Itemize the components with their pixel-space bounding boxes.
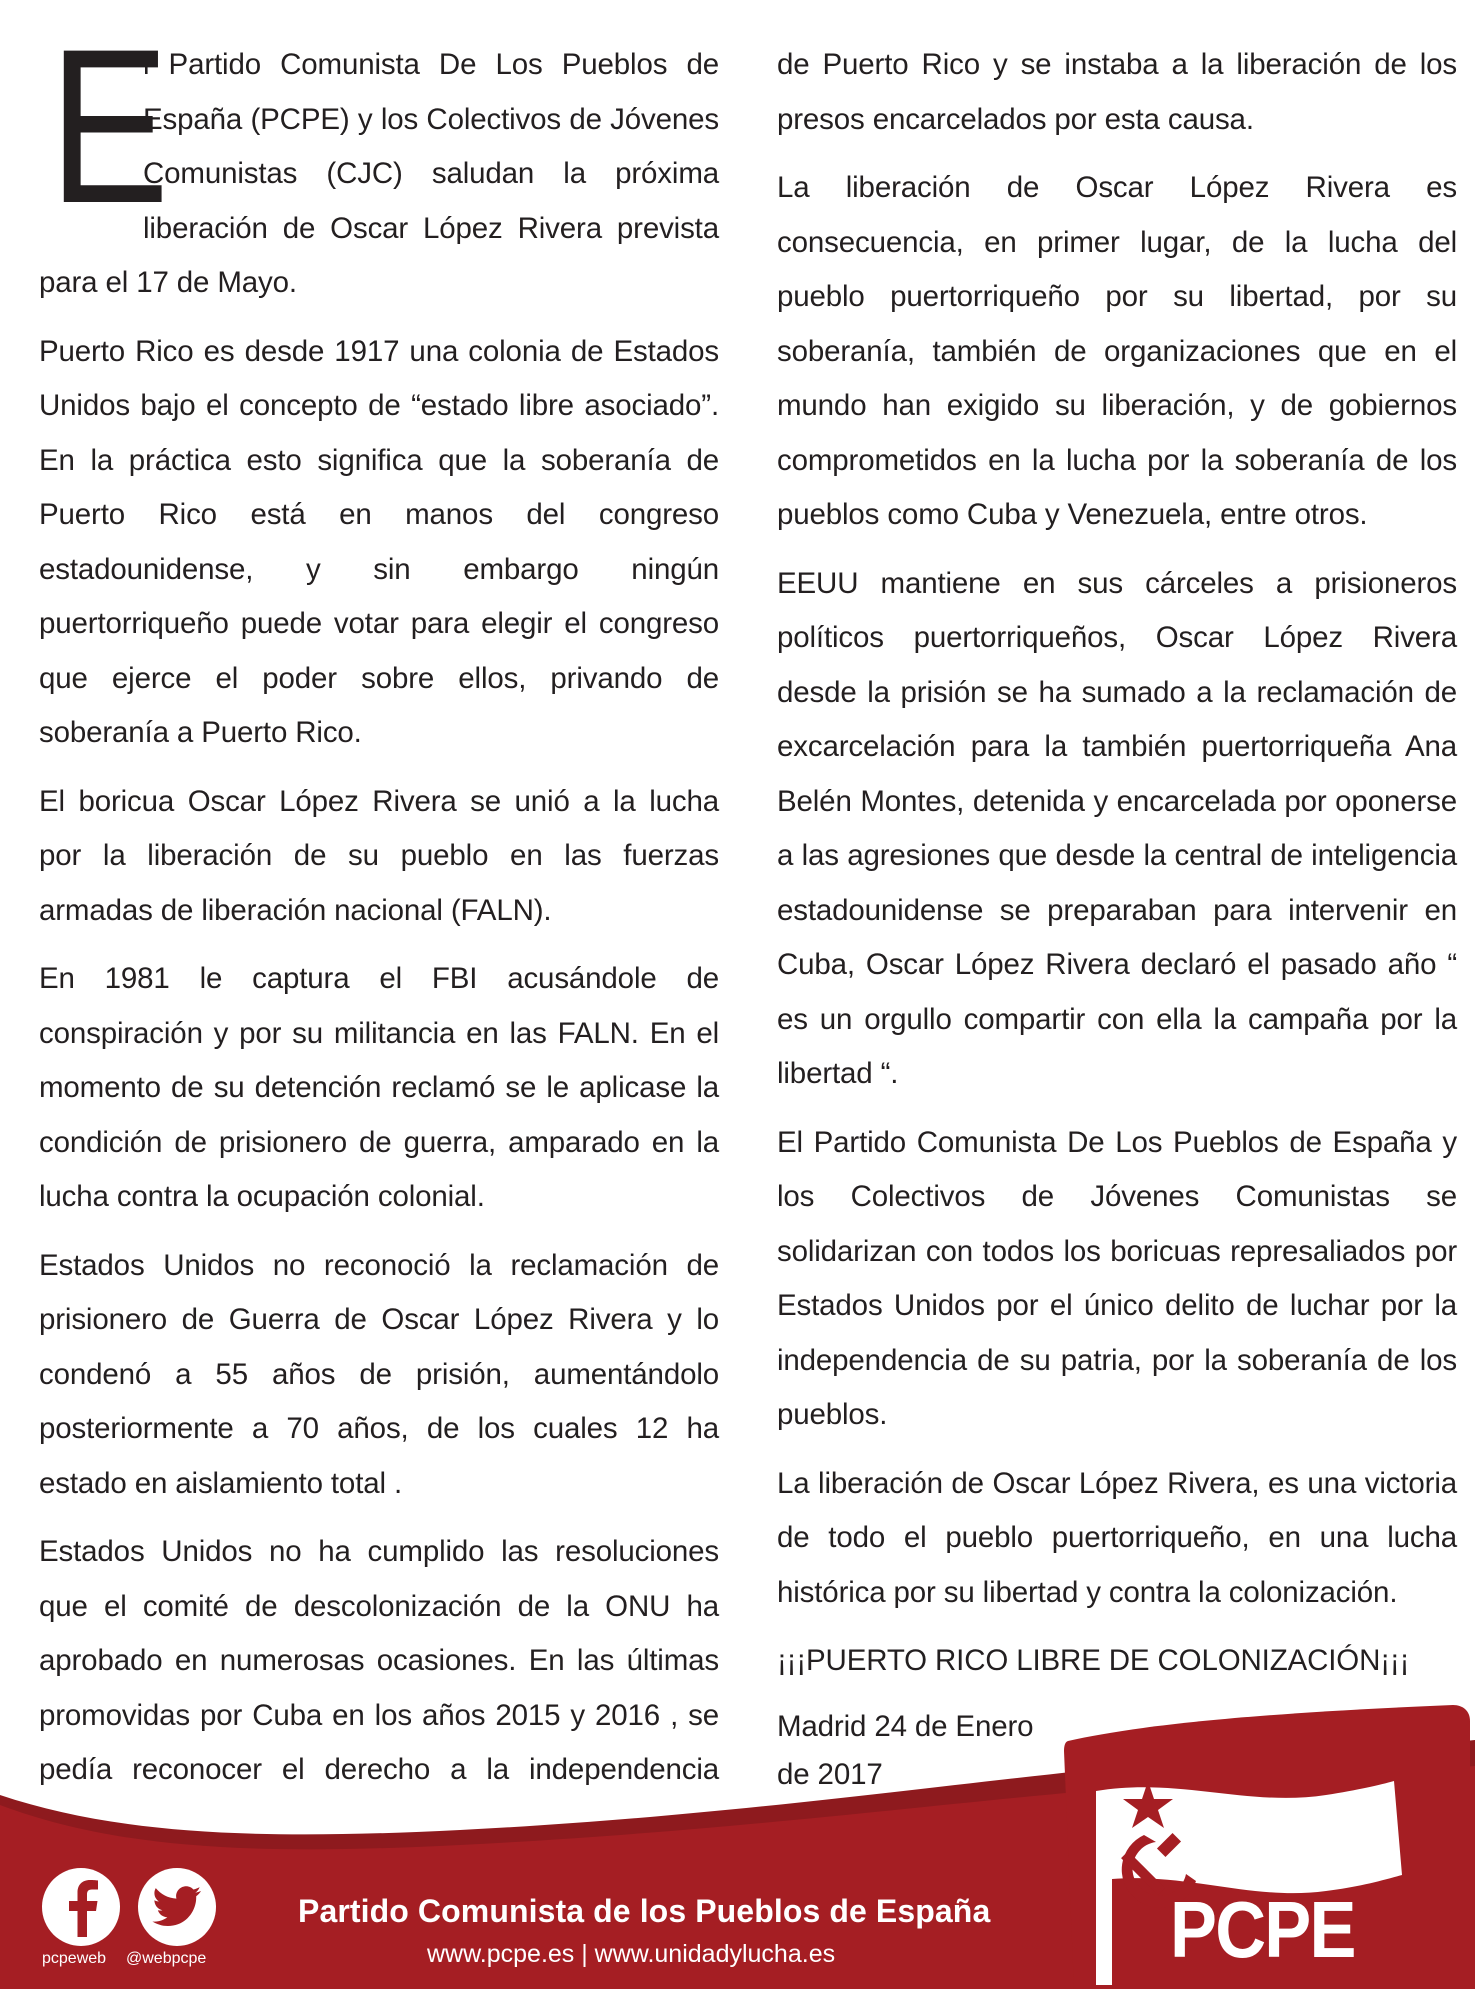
paragraph-sentence: Estados Unidos no reconoció la reclamación de prisionero de Guerra de Oscar López Rivera y lo condenó a 55 años de prisión, aumentándolo posteriormente a 70 años, de los cuales 12 ha estado en aislamiento total . — [39, 1248, 719, 1500]
paragraph-solidarity: El Partido Comunista De Los Pueblos de España y los Colectivos de Jóvenes Comunistas se solidarizan con todos los boricuas represaliados por Estados Unidos por el único delito de luchar por la independencia de su patria, por la soberanía de los pueblos. — [777, 1125, 1457, 1431]
facebook-handle[interactable]: pcpeweb — [42, 1950, 107, 1967]
signature-line-1: Madrid 24 de Enero — [777, 1709, 1034, 1743]
article-left-column — [39, 3, 719, 1812]
onu-text-part-2: de Puerto Rico y se instaba a la liberación de los presos encarcelados por esta causa. — [777, 48, 1457, 136]
paragraph-colonial-status: Puerto Rico es desde 1917 una colonia de Estados Unidos bajo el concepto de “estado libre asociado”. En la práctica esto significa que la soberanía de Puerto Rico está en manos del congreso estadounidense, y sin embargo ningún puertorriqueño puede votar para elegir el congreso que ejerce el poder sobre ellos, privando de soberanía a Puerto Rico. — [39, 334, 719, 749]
twitter-handle[interactable]: @webpcpe — [126, 1950, 207, 1967]
logo-wordmark: PCPE — [1170, 1885, 1355, 1974]
onu-text-part-1: Estados Unidos no ha cumplido las resoluciones que el comité de descolonización de la ONU ha aprobado en numerosas ocasiones. En las últimas promovidas por Cuba en los años 2015 y 2016 , se pedía reconocer el derecho a la independencia — [39, 1535, 719, 1786]
slogan: ¡¡¡PUERTO RICO LIBRE DE COLONIZACIÓN¡¡¡ — [777, 1644, 1410, 1677]
paragraph-victory: La liberación de Oscar López Rivera, es una victoria de todo el pueblo puertorriqueño, en una lucha histórica por su libertad y contra la colonización. — [777, 1466, 1457, 1609]
paragraph-capture: En 1981 le captura el FBI acusándole de conspiración y por su militancia en las FALN. En el momento de su detención reclamó se le aplicase la condición de prisionero de guerra, amparado en la lucha contra la ocupación colonial. — [39, 962, 719, 1213]
intro-text: l Partido Comunista De Los Pueblos de España (PCPE) y los Colectivos de Jóvenes Comunistas (CJC) saludan la próxima liberación de Oscar López Rivera prevista para el 17 de Mayo. — [39, 48, 719, 299]
dropcap-letter: E — [49, 3, 170, 249]
facebook-icon — [59, 1877, 103, 1937]
signature-line-2: de 2017 — [777, 1757, 883, 1791]
paragraph-liberation-consequence: La liberación de Oscar López Rivera es consecuencia, en primer lugar, de la lucha del pueblo puertorriqueño por su libertad, por su soberanía, también de organizaciones que en el mundo han exigido su liberación, y de gobiernos comprometidos en la lucha por la soberanía de los pueblos como Cuba y Venezuela, entre otros. — [777, 171, 1457, 531]
paragraph-onu-resolutions-continued — [777, 38, 1457, 147]
footer-party-name: Partido Comunista de los Pueblos de España — [298, 1893, 991, 1929]
footer-websites[interactable]: www.pcpe.es | www.unidadylucha.es — [427, 1940, 836, 1968]
twitter-icon — [152, 1886, 202, 1928]
facebook-link[interactable] — [42, 1868, 120, 1946]
article-right-column — [777, 38, 1457, 1799]
paragraph-political-prisoners: EEUU mantiene en sus cárceles a prisioneros políticos puertorriqueños, Oscar López Rivera desde la prisión se ha sumado a la reclamación de excarcelación para la también puertorriqueña Ana Belén Montes, detenida y encarcelada por oponerse a las agresiones que desde la central de inteligencia estadounidense se preparaban para intervenir en Cuba, Oscar López Rivera declaró el pasado año “ es un orgullo compartir con ella la campaña por la libertad “. — [777, 566, 1457, 1090]
article-intro-paragraph — [39, 3, 719, 311]
twitter-link[interactable] — [138, 1868, 216, 1946]
paragraph-faln: El boricua Oscar López Rivera se unió a la lucha por la liberación de su pueblo en las fuerzas armadas de liberación nacional (FALN). — [39, 784, 719, 927]
